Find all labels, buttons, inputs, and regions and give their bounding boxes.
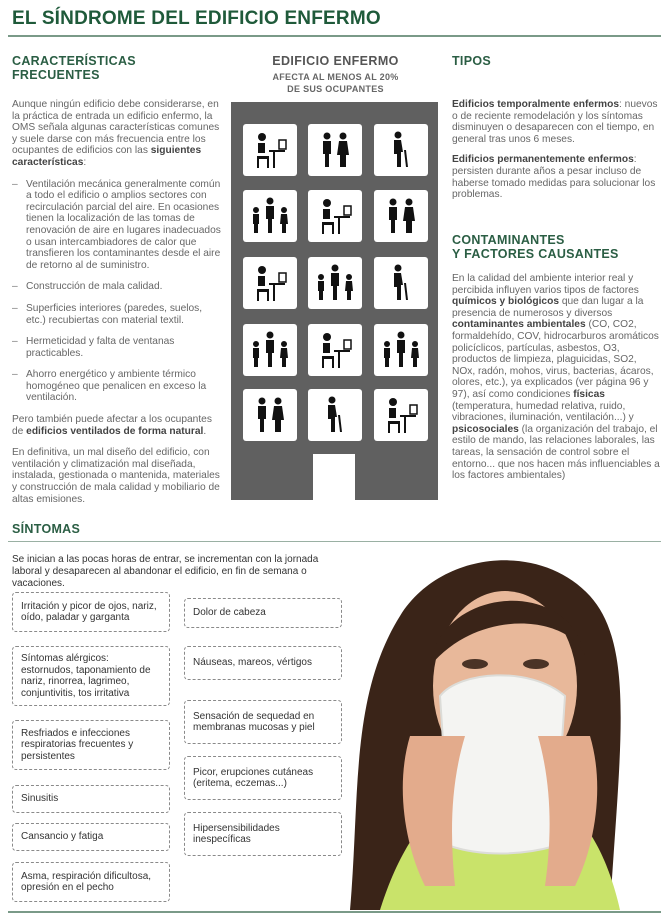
symptom-box: Cansancio y fatiga bbox=[12, 823, 170, 851]
tipos-temporal: Edificios temporalmente enfermos: nuevos o de reciente remodelación y los síntomas disminuyen o desaparecen con el tiempo, en general tras unos 6 meses. bbox=[452, 99, 658, 145]
symptom-box: Irritación y picor de ojos, nariz, oído, paladar y garganta bbox=[12, 592, 170, 632]
list-item: – Ahorro energético y ambiente térmico homogéneo que penalicen en exceso la ventilación. bbox=[12, 369, 222, 404]
edificio-header bbox=[268, 54, 403, 95]
symptom-box: Asma, respiración dificultosa, opresión en el pecho bbox=[12, 862, 170, 902]
building-window-desk-icon bbox=[243, 124, 297, 176]
building-window-elder-icon bbox=[374, 124, 428, 176]
building-window-elder-icon bbox=[308, 389, 362, 441]
list-item: – Hermeticidad y falta de ventanas practicables. bbox=[12, 336, 222, 359]
tipos-section bbox=[452, 54, 660, 201]
contaminantes-heading: CONTAMINANTES Y FACTORES CAUSANTES bbox=[452, 233, 619, 261]
building-window-desk-icon bbox=[308, 190, 362, 242]
caracteristicas-p3: En definitiva, un mal diseño del edificio, con ventilación y climatización mal diseñada, instalada, gestionada o mantenida, materiales y construcción de mala calidad y mobiliario de altas emisiones. bbox=[12, 447, 220, 505]
bottom-divider bbox=[8, 911, 661, 913]
building-window-family-icon bbox=[243, 324, 297, 376]
building-window-desk-icon bbox=[374, 389, 428, 441]
symptom-box: Sinusitis bbox=[12, 785, 170, 813]
contaminantes-section bbox=[452, 233, 662, 482]
caracteristicas-heading: CARACTERÍSTICAS FRECUENTES bbox=[12, 54, 136, 82]
tipos-permanente: Edificios permanentemente enfermos: persisten durante años a pesar incluso de haberse tomado medidas para solucionar los problemas. bbox=[452, 154, 656, 201]
list-item: – Superficies interiores (paredes, suelos, etc.) recubiertas con material textil. bbox=[12, 303, 222, 326]
building-illustration bbox=[231, 102, 438, 500]
title-divider bbox=[8, 35, 661, 37]
building-window-elder-icon bbox=[374, 257, 428, 309]
building-window-family-icon bbox=[308, 257, 362, 309]
building-door bbox=[313, 454, 355, 500]
caracteristicas-list bbox=[12, 179, 222, 405]
building-window-desk-icon bbox=[243, 257, 297, 309]
symptom-box: Náuseas, mareos, vértigos bbox=[184, 646, 342, 680]
building-window-couple-icon bbox=[308, 124, 362, 176]
edificio-heading: EDIFICIO ENFERMO bbox=[272, 54, 399, 68]
building-window-family-icon bbox=[374, 324, 428, 376]
symptom-box: Dolor de cabeza bbox=[184, 598, 342, 628]
building-window-couple-icon bbox=[243, 389, 297, 441]
sneezing-woman-photo bbox=[290, 546, 661, 910]
tipos-heading: TIPOS bbox=[452, 54, 492, 68]
contaminantes-text: En la calidad del ambiente interior real y percibida influyen varios tipos de factores químicos y biológicos que dan lugar a la presencia de numerosos y diversos contaminantes ambientales (CO, CO2, formaldehído, COV, hidrocarburos aromáticos policíclicos, partículas, asbestos, O3, productos de limpieza, plaguicidas, SO2, NOx, radón, mohos, virus, bacterias, ácaros, olores, etc.), ya explicados (ver página 96 y 97), así como condiciones físicas (temperatura, humedad relativa, ruido, vibraciones, iluminación, ventilación...) y psicosociales (la organización del trabajo, el estilo de mando, las relaciones laborales, las tareas, la sensación de control sobre el entorno... que nos hacen más influenciables a los factores ambientales) bbox=[452, 273, 660, 482]
symptom-box: Hipersensibilidades inespecíficas bbox=[184, 812, 342, 856]
sintomas-heading: SÍNTOMAS bbox=[12, 522, 81, 536]
page-title: EL SÍNDROME DEL EDIFICIO ENFERMO bbox=[12, 8, 381, 29]
building-window-desk-icon bbox=[308, 324, 362, 376]
list-item: – Ventilación mecánica generalmente común a todo el edificio o amplios sectores con recirculación parcial del aire. En ocasiones tienen la localización de las tomas de renovación de aire en lugares inadecuados o usan intercambiadores de calor que transfieren los contaminantes desde el aire de retorno al de suministro. bbox=[12, 179, 222, 272]
building-window-couple-icon bbox=[374, 190, 428, 242]
caracteristicas-intro: Aunque ningún edificio debe considerarse, en la práctica de entrada un edificio enfermo, la OMS señala algunas características comunes y suele darse con más frecuencia entre los ocupantes de edificios con las siguientes características: bbox=[12, 99, 220, 168]
sintomas-intro: Se inician a las pocas horas de entrar, se incrementan con la jornada laboral y desaparecen al abandonar el edificio, en fin de semana o vacaciones. bbox=[12, 554, 319, 589]
list-item: – Construcción de mala calidad. bbox=[12, 281, 222, 293]
caracteristicas-p2: Pero también puede afectar a los ocupantes de edificios ventilados de forma natural. bbox=[12, 414, 212, 437]
caracteristicas-section bbox=[12, 54, 222, 505]
building-window-family-icon bbox=[243, 190, 297, 242]
symptom-box: Picor, erupciones cutáneas (eritema, eczemas...) bbox=[184, 756, 342, 800]
edificio-sub2: DE SUS OCUPANTES bbox=[287, 84, 384, 94]
symptom-box: Sensación de sequedad en membranas mucosas y piel bbox=[184, 700, 342, 744]
edificio-sub1: AFECTA AL MENOS AL 20% bbox=[272, 72, 399, 82]
symptom-box: Resfriados e infecciones respiratorias frecuentes y persistentes bbox=[12, 720, 170, 770]
symptom-box: Síntomas alérgicos: estornudos, taponamiento de nariz, rinorrea, lagrimeo, conjuntivitis, tos irritativa bbox=[12, 646, 170, 706]
sintomas-divider bbox=[8, 541, 661, 542]
